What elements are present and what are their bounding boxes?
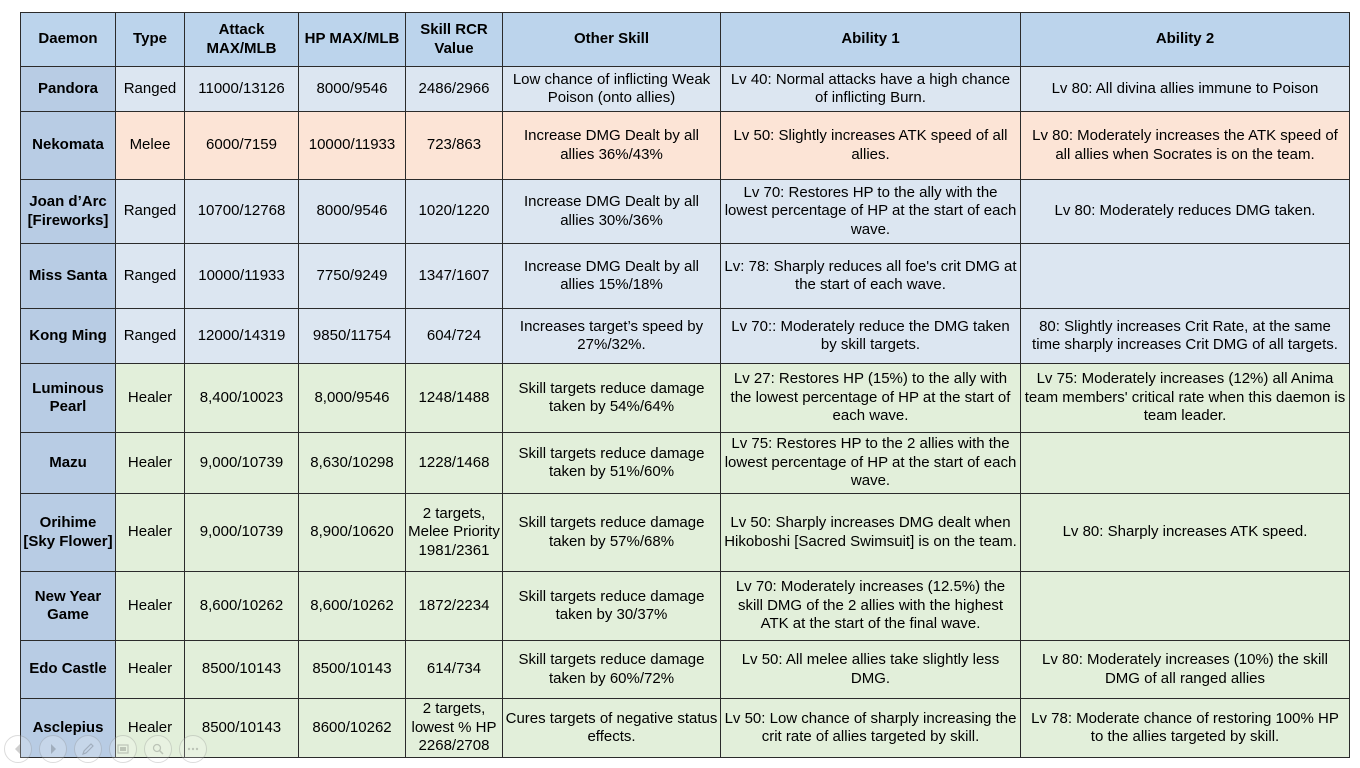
ability-1: Lv 50: All melee allies take slightly less DMG. [721, 641, 1021, 699]
daemon-name: Joan d’Arc [Fireworks] [21, 180, 116, 244]
other-skill: Skill targets reduce damage taken by 51%/60% [503, 433, 721, 494]
attack-value: 8500/10143 [185, 699, 299, 758]
ability-1: Lv 27: Restores HP (15%) to the ally with the lowest percentage of HP at the start of each wave. [721, 364, 1021, 433]
other-skill: Increase DMG Dealt by all allies 30%/36% [503, 180, 721, 244]
attack-value: 10700/12768 [185, 180, 299, 244]
rcr-value: 2 targets, Melee Priority 1981/2361 [406, 494, 503, 572]
table-row [21, 112, 1350, 180]
ability-2: 80: Slightly increases Crit Rate, at the same time sharply increases Crit DMG of all targets. [1021, 309, 1350, 364]
daemon-type: Healer [116, 433, 185, 494]
other-skill: Increase DMG Dealt by all allies 15%/18% [503, 244, 721, 309]
attack-value: 8,600/10262 [185, 572, 299, 641]
ability-2: Lv 80: All divina allies immune to Poison [1021, 67, 1350, 112]
ability-2: Lv 80: Moderately increases the ATK speed of all allies when Socrates is on the team. [1021, 112, 1350, 180]
attack-value: 9,000/10739 [185, 494, 299, 572]
hp-value: 8,600/10262 [299, 572, 406, 641]
attack-value: 8,400/10023 [185, 364, 299, 433]
hp-value: 8000/9546 [299, 180, 406, 244]
ability-1: Lv 50: Low chance of sharply increasing the crit rate of allies targeted by skill. [721, 699, 1021, 758]
daemon-name: Miss Santa [21, 244, 116, 309]
slides-icon [116, 742, 130, 756]
table-row [21, 364, 1350, 433]
header-ability-1: Ability 1 [721, 13, 1021, 67]
other-skill: Skill targets reduce damage taken by 57%/68% [503, 494, 721, 572]
ability-2: Lv 80: Moderately increases (10%) the skill DMG of all ranged allies [1021, 641, 1350, 699]
rcr-value: 2 targets, lowest % HP 2268/2708 [406, 699, 503, 758]
other-skill: Increase DMG Dealt by all allies 36%/43% [503, 112, 721, 180]
table-row [21, 699, 1350, 758]
daemon-type: Healer [116, 699, 185, 758]
rcr-value: 723/863 [406, 112, 503, 180]
hp-value: 8,900/10620 [299, 494, 406, 572]
ability-1: Lv 50: Sharply increases DMG dealt when Hikoboshi [Sacred Swimsuit] is on the team. [721, 494, 1021, 572]
daemon-name: New Year Game [21, 572, 116, 641]
table-row [21, 180, 1350, 244]
rcr-value: 1872/2234 [406, 572, 503, 641]
daemon-name: Luminous Pearl [21, 364, 116, 433]
daemon-name: Nekomata [21, 112, 116, 180]
hp-value: 9850/11754 [299, 309, 406, 364]
more-button[interactable] [179, 735, 207, 763]
rcr-value: 2486/2966 [406, 67, 503, 112]
rcr-value: 1228/1468 [406, 433, 503, 494]
other-skill: Skill targets reduce damage taken by 30/37% [503, 572, 721, 641]
attack-value: 11000/13126 [185, 67, 299, 112]
daemon-type: Healer [116, 572, 185, 641]
previous-button[interactable] [4, 735, 32, 763]
ability-1: Lv 70: Moderately increases (12.5%) the skill DMG of the 2 allies with the highest ATK at the start of the final wave. [721, 572, 1021, 641]
rcr-value: 1347/1607 [406, 244, 503, 309]
pen-button[interactable] [74, 735, 102, 763]
table-row [21, 641, 1350, 699]
header-daemon: Daemon [21, 13, 116, 67]
daemon-type: Healer [116, 364, 185, 433]
zoom-icon [151, 742, 165, 756]
table-row [21, 67, 1350, 112]
other-skill: Cures targets of negative status effects. [503, 699, 721, 758]
previous-icon [11, 742, 25, 756]
ability-2: Lv 80: Moderately reduces DMG taken. [1021, 180, 1350, 244]
next-icon [46, 742, 60, 756]
hp-value: 8,000/9546 [299, 364, 406, 433]
other-skill: Skill targets reduce damage taken by 54%/64% [503, 364, 721, 433]
ability-2 [1021, 244, 1350, 309]
rcr-value: 1020/1220 [406, 180, 503, 244]
daemon-name: Pandora [21, 67, 116, 112]
daemon-type: Melee [116, 112, 185, 180]
ability-1: Lv: 78: Sharply reduces all foe's crit DMG at the start of each wave. [721, 244, 1021, 309]
daemon-type: Ranged [116, 67, 185, 112]
rcr-value: 604/724 [406, 309, 503, 364]
hp-value: 8600/10262 [299, 699, 406, 758]
attack-value: 9,000/10739 [185, 433, 299, 494]
hp-value: 7750/9249 [299, 244, 406, 309]
table-row [21, 309, 1350, 364]
daemon-type: Ranged [116, 309, 185, 364]
daemon-type: Healer [116, 641, 185, 699]
attack-value: 12000/14319 [185, 309, 299, 364]
daemon-table [20, 12, 1350, 758]
hp-value: 8,630/10298 [299, 433, 406, 494]
ability-1: Lv 75: Restores HP to the 2 allies with the lowest percentage of HP at the start of each wave. [721, 433, 1021, 494]
header-other-skill: Other Skill [503, 13, 721, 67]
ability-2 [1021, 433, 1350, 494]
rcr-value: 614/734 [406, 641, 503, 699]
daemon-name: Kong Ming [21, 309, 116, 364]
hp-value: 10000/11933 [299, 112, 406, 180]
daemon-name: Orihime [Sky Flower] [21, 494, 116, 572]
ability-1: Lv 70:: Moderately reduce the DMG taken by skill targets. [721, 309, 1021, 364]
attack-value: 10000/11933 [185, 244, 299, 309]
hp-value: 8000/9546 [299, 67, 406, 112]
daemon-type: Ranged [116, 180, 185, 244]
ability-1: Lv 50: Slightly increases ATK speed of all allies. [721, 112, 1021, 180]
header-ability-2: Ability 2 [1021, 13, 1350, 67]
header-row [21, 13, 1350, 67]
more-icon [186, 742, 200, 756]
ability-1: Lv 40: Normal attacks have a high chance of inflicting Burn. [721, 67, 1021, 112]
ability-2: Lv 80: Sharply increases ATK speed. [1021, 494, 1350, 572]
other-skill: Low chance of inflicting Weak Poison (onto allies) [503, 67, 721, 112]
header-attack: Attack MAX/MLB [185, 13, 299, 67]
pencil-icon [81, 742, 95, 756]
table-row [21, 244, 1350, 309]
hp-value: 8500/10143 [299, 641, 406, 699]
attack-value: 8500/10143 [185, 641, 299, 699]
ability-2: Lv 75: Moderately increases (12%) all Anima team members' critical rate when this daemon is team leader. [1021, 364, 1350, 433]
header-rcr: Skill RCR Value [406, 13, 503, 67]
header-hp: HP MAX/MLB [299, 13, 406, 67]
slides-button[interactable] [109, 735, 137, 763]
daemon-type: Healer [116, 494, 185, 572]
daemon-name: Mazu [21, 433, 116, 494]
table-row [21, 494, 1350, 572]
zoom-button[interactable] [144, 735, 172, 763]
daemon-type: Ranged [116, 244, 185, 309]
rcr-value: 1248/1488 [406, 364, 503, 433]
attack-value: 6000/7159 [185, 112, 299, 180]
other-skill: Increases target’s speed by 27%/32%. [503, 309, 721, 364]
slide-viewer-controls [4, 735, 207, 763]
header-type: Type [116, 13, 185, 67]
daemon-name: Edo Castle [21, 641, 116, 699]
ability-2 [1021, 572, 1350, 641]
table-row [21, 572, 1350, 641]
other-skill: Skill targets reduce damage taken by 60%/72% [503, 641, 721, 699]
table-row [21, 433, 1350, 494]
ability-1: Lv 70: Restores HP to the ally with the lowest percentage of HP at the start of each wave. [721, 180, 1021, 244]
next-button[interactable] [39, 735, 67, 763]
ability-2: Lv 78: Moderate chance of restoring 100% HP to the allies targeted by skill. [1021, 699, 1350, 758]
daemon-name: Asclepius [21, 699, 116, 758]
